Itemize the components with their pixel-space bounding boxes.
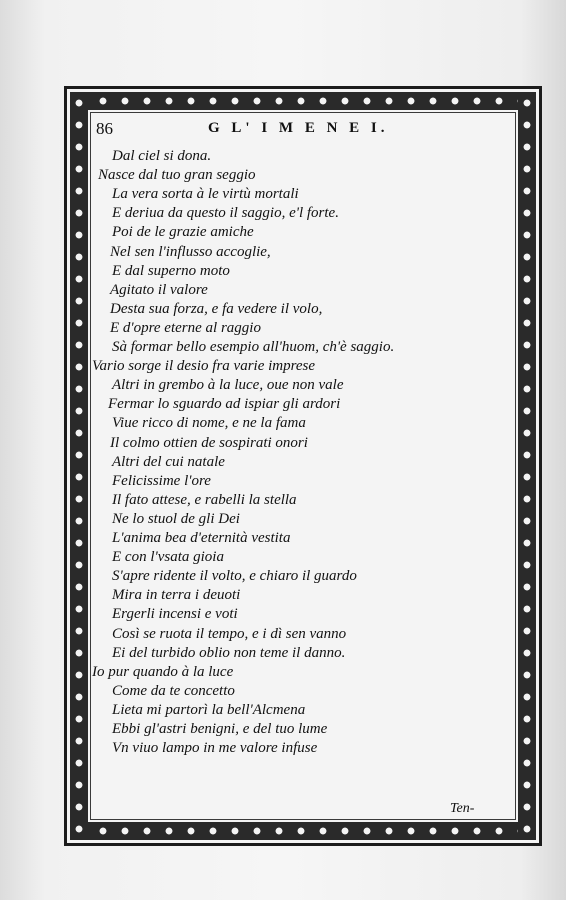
verse-line: Vn viuo lampo in me valore infuse: [112, 740, 318, 757]
verse-line: Mira in terra i deuoti: [112, 587, 241, 604]
verse-line: Ergerli incensi e voti: [112, 606, 238, 623]
border-band-bottom: [70, 822, 536, 840]
verse-line: Altri del cui natale: [112, 453, 225, 470]
verse-line: Poi de le grazie amiche: [112, 224, 254, 241]
verse-line: E dal superno moto: [112, 262, 230, 279]
verse-line: Ebbi gl'astri benigni, e del tuo lume: [112, 721, 328, 737]
verse-line: Agitato il valore: [110, 281, 208, 298]
verse-line: Nasce dal tuo gran seggio: [98, 167, 256, 184]
verse-line: Ei del turbido oblio non teme il danno.: [112, 644, 346, 661]
verse-line: Vario sorge il desio fra varie imprese: [92, 358, 316, 375]
verse-line: Come da te concetto: [112, 682, 235, 699]
verse-line: Così se ruota il tempo, e i dì sen vanno: [112, 625, 347, 642]
verse-line: Nel sen l'influsso accoglie,: [110, 243, 271, 260]
verse-line: Fermar lo sguardo ad ispiar gli ardori: [108, 396, 341, 413]
verse-line: E deriua da questo il saggio, e'l forte.: [112, 205, 339, 222]
verse-line: Felicissime l'ore: [112, 472, 211, 489]
verse-line: L'anima bea d'eternità vestita: [112, 530, 291, 546]
verse-line: S'apre ridente il volto, e chiaro il guardo: [112, 568, 357, 585]
border-band-right: [518, 92, 536, 840]
verse-line: Altri in grembo à la luce, oue non vale: [112, 377, 344, 394]
verse-line: Il colmo ottien de sospirati onori: [110, 434, 308, 451]
verse-line: E d'opre eterne al raggio: [110, 319, 261, 336]
page-header: [96, 117, 516, 147]
running-title: G L' I M E N E I.: [208, 120, 389, 136]
border-band-top: [70, 92, 536, 110]
verse-line: Desta sua forza, e fa vedere il volo,: [110, 300, 323, 317]
verse-line: Io pur quando à la luce: [92, 663, 234, 680]
catchword: Ten-: [450, 801, 475, 816]
page-number: 86: [96, 119, 113, 138]
verse-line: Sà formar bello esempio all'huom, ch'è saggio.: [112, 339, 395, 355]
verse-line: Il fato attese, e rabelli la stella: [112, 491, 297, 508]
border-band-left: [70, 92, 88, 840]
verse-line: E con l'vsata gioia: [112, 549, 224, 566]
verse-line: Ne lo stuol de gli Dei: [112, 510, 240, 527]
verse-line: Dal ciel si dona.: [112, 148, 212, 164]
verse-line: Viue ricco di nome, e ne la fama: [112, 415, 306, 432]
verse-line: Lieta mi partorì la bell'Alcmena: [112, 701, 306, 718]
verse-line: La vera sorta à le virtù mortali: [112, 186, 299, 203]
